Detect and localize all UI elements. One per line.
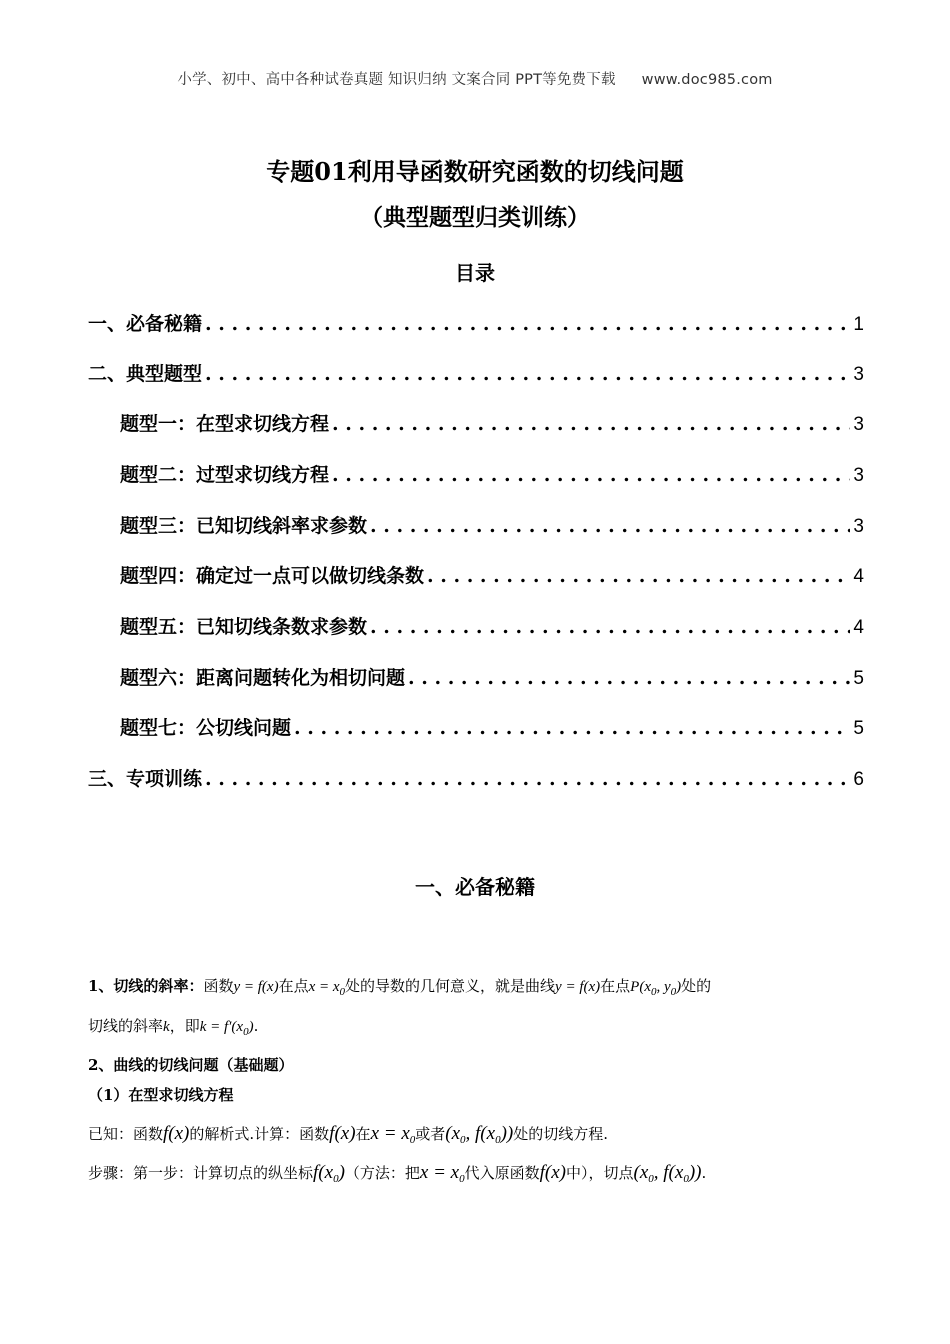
toc-item-page: 3 xyxy=(853,516,864,537)
toc-item-label: 题型七：公切线问题 xyxy=(120,717,292,739)
toc-item-page: 4 xyxy=(853,617,864,638)
toc-item-label: 三、专项训练 xyxy=(88,768,203,790)
toc-item[interactable] xyxy=(88,359,864,389)
doc-subtitle: （典型题型归类训练） xyxy=(360,204,590,231)
toc-item-label: 二、典型题型 xyxy=(88,363,203,385)
toc-item[interactable] xyxy=(120,409,864,439)
toc-item-page: 1 xyxy=(853,314,864,335)
toc-item[interactable] xyxy=(88,764,864,794)
toc-item-label: 题型二：过型求切线方程 xyxy=(120,464,330,486)
toc-item-page: 5 xyxy=(853,668,864,689)
toc-item[interactable] xyxy=(120,663,864,693)
toc-item-page: 3 xyxy=(853,364,864,385)
paragraph-slope-cont: 切线的斜率k，即$k = f'(x_0)$. xyxy=(88,1017,259,1038)
doc-title: 专题01利用导函数研究函数的切线问题 xyxy=(266,157,684,186)
toc-item-page: 6 xyxy=(853,769,864,790)
toc-item-label: 题型四：确定过一点可以做切线条数 xyxy=(120,565,425,587)
toc-item[interactable] xyxy=(120,612,864,642)
toc-item-page: 3 xyxy=(853,414,864,435)
toc-item-label: 题型五：已知切线条数求参数 xyxy=(120,616,368,638)
subheading-at-type: （1）在型求切线方程 xyxy=(88,1086,234,1104)
page-header xyxy=(0,68,950,89)
toc-item[interactable] xyxy=(120,561,864,591)
header-site: www.doc985.com xyxy=(641,72,773,88)
toc-item-label: 一、必备秘籍 xyxy=(88,313,203,335)
toc-item-label: 题型六：距离问题转化为相切问题 xyxy=(120,667,406,689)
toc-heading: 目录 xyxy=(455,261,495,285)
subheading-tangent-problem: 2、曲线的切线问题（基础题） xyxy=(88,1056,294,1074)
section-heading: 一、必备秘籍 xyxy=(415,875,535,899)
header-text: 小学、初中、高中各种试卷真题 知识归纳 文案合同 PPT等免费下载 xyxy=(177,72,616,88)
toc-item-label: 题型三：已知切线斜率求参数 xyxy=(120,515,368,537)
toc-item-page: 5 xyxy=(853,718,864,739)
toc-item-page: 3 xyxy=(853,465,864,486)
paragraph-known: 已知：函数f(x)的解析式.计算：函数f(x)在$x = x_0$或者($x_0$, $f(x_0)$)处的切线方程. xyxy=(88,1123,609,1146)
paragraph-steps: 步骤：第一步：计算切点的纵坐标$f(x_0)$（方法：把$x = x_0$代入原函数f(x)中），切点($x_0$, $f(x_0)$). xyxy=(88,1162,707,1185)
toc-item[interactable] xyxy=(120,511,864,541)
toc-item[interactable] xyxy=(88,309,864,339)
paragraph-slope: 1、切线的斜率：函数y = f(x)在点$x = x_0$处的导数的几何意义，就是曲线y = f(x)在点$P(x_0$, $y_0$)处的 xyxy=(88,977,712,998)
toc-item[interactable] xyxy=(120,460,864,490)
toc-item[interactable] xyxy=(120,713,864,743)
toc-item-label: 题型一：在型求切线方程 xyxy=(120,413,330,435)
toc-item-page: 4 xyxy=(853,566,864,587)
